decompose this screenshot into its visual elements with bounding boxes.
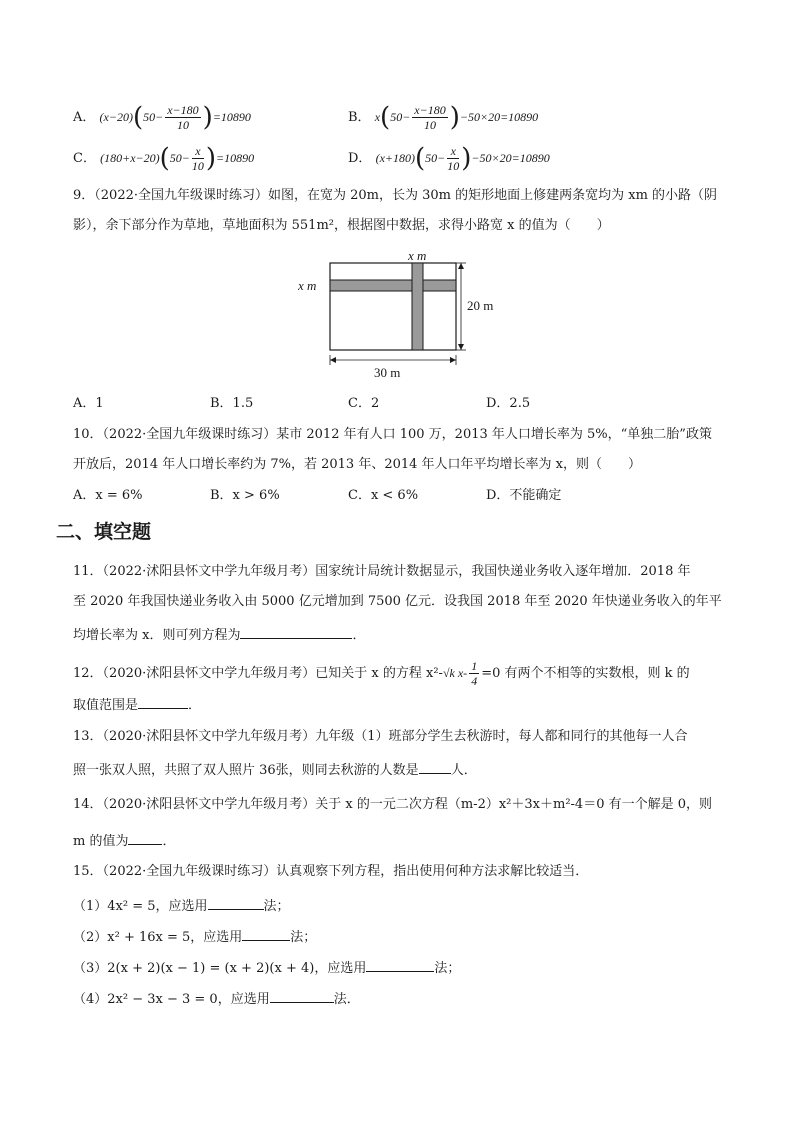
fraction-denominator: 10 [191, 159, 204, 173]
math-expression: (x−20) [99, 110, 133, 124]
paren-open: ( [159, 143, 170, 174]
q14-text-line-2 [73, 830, 175, 851]
horizontal-road [330, 280, 456, 291]
paren-open: ( [380, 102, 391, 133]
paren-close: ) [202, 102, 213, 133]
math-expression: 50− [425, 151, 446, 165]
sqrt-expression: √k [442, 666, 455, 680]
section-title: 二、填空题 [56, 521, 152, 543]
q15-item-2 [73, 926, 316, 947]
q10-option-d: D．不能确定 [486, 488, 562, 503]
q9-text-line-1: 9．（2022·全国九年级课时练习）如图，在宽为 20m，长为 30m 的矩形地面上修建两条宽均为 xm 的小路（阴 [73, 188, 718, 203]
answer-blank[interactable] [366, 957, 434, 972]
math-expression: −50×20=10890 [459, 110, 539, 124]
text: （3）2(x + 2)(x − 1) = (x + 2)(x + 4)，应选用 [73, 961, 367, 976]
text: 照一张双人照，共照了双人照片 36张，则同去秋游的人数是 [73, 763, 419, 778]
answer-blank[interactable] [128, 830, 162, 845]
text: =0 有两个不相等的实数根，则 k 的 [481, 666, 690, 681]
q8-option-b [348, 103, 538, 132]
math-expression: x- [454, 666, 468, 680]
fraction-denominator: 10 [176, 118, 189, 132]
answer-blank[interactable] [240, 624, 352, 639]
fraction-numerator: 1 [471, 659, 478, 673]
text: ． [352, 628, 366, 643]
fraction-denominator: 10 [447, 159, 460, 173]
text: ． [162, 834, 176, 849]
text: 法； [263, 899, 290, 914]
fraction [447, 144, 459, 173]
q10-option-c: C．x < 6% [348, 488, 419, 503]
q15-item-4 [73, 988, 360, 1009]
paren-close: ) [449, 102, 460, 133]
math-expression: 50− [169, 151, 190, 165]
q10-text-line-1: 10．（2022·全国九年级课时练习）某市 2012 年有人口 100 万，2013 年人口增长率为 5%，“单独二胎”政策 [73, 427, 712, 442]
math-expression: 50− [143, 110, 164, 124]
fraction-denominator: 4 [471, 674, 478, 688]
arrow-right-icon [450, 357, 456, 363]
text: 法． [333, 992, 360, 1007]
answer-blank[interactable] [208, 895, 264, 910]
q10-text-line-2: 开放后，2014 年人口增长率约为 7%，若 2013 年、2014 年人口年平均增长率为 x，则（ ） [73, 457, 642, 472]
field-rect [330, 263, 456, 350]
q10-option-b: B．x > 6% [210, 488, 280, 503]
fraction-numerator: x [192, 144, 204, 159]
fraction [469, 659, 479, 688]
option-label: A． [73, 110, 96, 125]
arrow-up-icon [458, 263, 464, 269]
label-left: x m [298, 278, 317, 293]
paren-open: ( [132, 102, 144, 133]
answer-blank[interactable] [419, 759, 451, 774]
text: 均增长率为 x．则可列方程为 [73, 628, 241, 643]
q9-option-c: C．2 [348, 396, 380, 411]
answer-blank[interactable] [270, 988, 334, 1003]
answer-blank[interactable] [138, 694, 188, 709]
fraction-denominator: 10 [424, 118, 437, 132]
q9-option-d: D．2.5 [486, 396, 531, 411]
q8-option-d [348, 144, 550, 173]
fraction [192, 144, 204, 173]
q14-text-line-1: 14．（2020·沭阳县怀文中学九年级月考）关于 x 的一元二次方程（m-2）x²＋3x＋m²-4＝0 有一个解是 0，则 [73, 797, 712, 812]
q12-text-line-1 [73, 659, 690, 688]
text: （1）4x² = 5，应选用 [73, 899, 208, 914]
q8-option-a [73, 103, 251, 132]
q12-text-line-2 [73, 694, 201, 715]
math-expression: (180+x−20) [100, 151, 160, 165]
q13-text-line-1: 13．（2020·沭阳县怀文中学九年级月考）九年级（1）班部分学生去秋游时，每人都和同行的其他每一人合 [73, 729, 688, 744]
q15-item-3 [73, 957, 460, 978]
q9-figure [298, 248, 498, 383]
label-top: x m [408, 248, 427, 263]
vertical-road [412, 263, 423, 350]
q9-option-b: B．1.5 [210, 396, 254, 411]
text: m 的值为 [73, 834, 129, 849]
arrow-left-icon [330, 357, 336, 363]
text: 12．（2020·沭阳县怀文中学九年级月考）已知关于 x 的方程 x²- [73, 666, 443, 681]
fraction-numerator: x [447, 144, 459, 159]
fraction-numerator: x−180 [167, 103, 199, 117]
q8-option-c [73, 144, 254, 173]
q9-option-a: A．1 [73, 396, 104, 411]
math-expression: =10890 [212, 110, 251, 124]
math-expression: (x+180) [375, 151, 415, 165]
label-bottom: 30 m [374, 365, 401, 380]
text: （4）2x² − 3x − 3 = 0，应选用 [73, 992, 270, 1007]
paren-close: ) [461, 143, 472, 174]
fraction-numerator: x−180 [414, 103, 446, 117]
fraction [412, 103, 447, 132]
option-label: C． [73, 151, 96, 166]
q15-text-line-1: 15．（2022·全国九年级课时练习）认真观察下列方程，指出使用何种方法求解比较适当． [73, 864, 589, 879]
fraction [165, 103, 200, 132]
label-right: 20 m [467, 298, 494, 313]
q15-item-1 [73, 895, 290, 916]
paren-open: ( [415, 143, 426, 174]
q11-text-line-2: 至 2020 年我国快递业务收入由 5000 亿元增加到 7500 亿元．设我国 2018 年至 2020 年快递业务收入的年平 [73, 594, 722, 609]
road-crossing [413, 281, 422, 290]
text: 法； [434, 961, 461, 976]
arrow-down-icon [458, 344, 464, 350]
text: 取值范围是 [73, 698, 139, 713]
q10-option-a: A．x = 6% [73, 488, 143, 503]
math-expression: x [374, 110, 381, 124]
text: 法； [290, 930, 317, 945]
text: （2）x² + 16x = 5，应选用 [73, 930, 243, 945]
q11-text-line-3 [73, 624, 365, 645]
math-expression: −50×20=10890 [471, 151, 550, 165]
q9-text-line-2: 影），余下部分作为草地，草地面积为 551m²，根据图中数据，求得小路宽 x 的值为（ ） [73, 218, 610, 233]
answer-blank[interactable] [242, 926, 290, 941]
math-expression: 50− [390, 110, 411, 124]
option-label: D． [348, 151, 372, 166]
option-label: B． [348, 110, 371, 125]
paren-close: ) [205, 143, 217, 174]
math-expression: =10890 [216, 151, 255, 165]
q11-text-line-1: 11．（2022·沭阳县怀文中学九年级月考）国家统计局统计数据显示，我国快递业务收入逐年增加．2018 年 [73, 564, 691, 579]
q13-text-line-2 [73, 759, 477, 780]
text: ． [188, 698, 202, 713]
text: 人． [450, 763, 477, 778]
